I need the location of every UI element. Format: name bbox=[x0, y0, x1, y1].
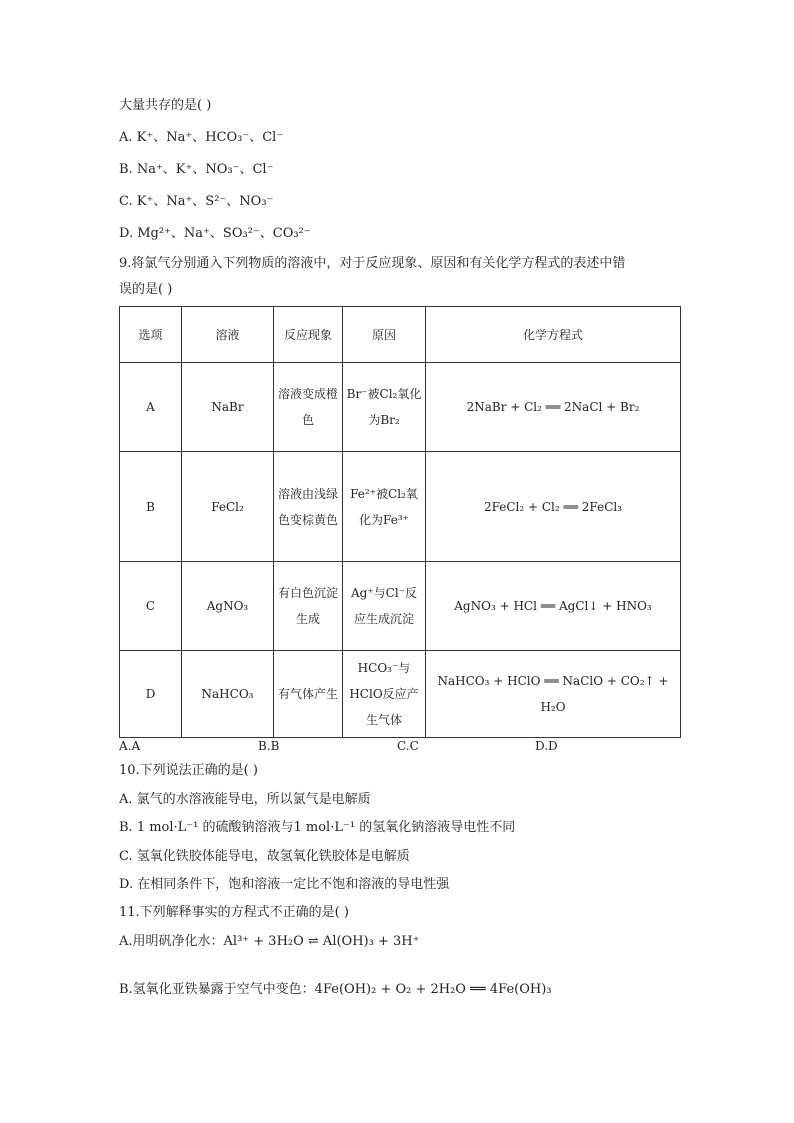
q8-option-d: D. Mg²⁺、Na⁺、SO₃²⁻、CO₃²⁻ bbox=[119, 226, 311, 241]
row-reason: HCO₃⁻与HClO反应产生气体 bbox=[343, 651, 426, 738]
row-equation: 2FeCl₂ + Cl₂ ══ 2FeCl₃ bbox=[426, 452, 681, 562]
q9-stem-line1: 9.将氯气分别通入下列物质的溶液中，对于反应现象、原因和有关化学方程式的表述中错 bbox=[119, 256, 626, 271]
header-phenomenon: 反应现象 bbox=[274, 307, 343, 363]
q9-answer-b: B.B bbox=[258, 739, 280, 753]
row-option: D bbox=[120, 651, 182, 738]
q9-table-header-row bbox=[120, 307, 681, 363]
q8-option-a: A. K⁺、Na⁺、HCO₃⁻、Cl⁻ bbox=[119, 130, 284, 145]
q11-option-b: B.氢氧化亚铁暴露于空气中变色：4Fe(OH)₂ + O₂ + 2H₂O ══ 4Fe(OH)₃ bbox=[119, 982, 552, 997]
row-equation: NaHCO₃ + HClO ══ NaClO + CO₂↑ + H₂O bbox=[426, 651, 681, 738]
q9-answer-choices bbox=[119, 739, 619, 755]
table-row bbox=[120, 452, 681, 562]
row-phenomenon: 溶液由浅绿色变棕黄色 bbox=[274, 452, 343, 562]
row-solution: NaBr bbox=[182, 363, 274, 452]
row-phenomenon: 溶液变成橙色 bbox=[274, 363, 343, 452]
row-phenomenon: 有气体产生 bbox=[274, 651, 343, 738]
row-reason: Br⁻被Cl₂氧化为Br₂ bbox=[343, 363, 426, 452]
row-solution: AgNO₃ bbox=[182, 562, 274, 651]
row-solution: FeCl₂ bbox=[182, 452, 274, 562]
row-equation: 2NaBr + Cl₂ ══ 2NaCl + Br₂ bbox=[426, 363, 681, 452]
q9-answer-a: A.A bbox=[119, 739, 141, 753]
q8-stem: 大量共存的是( ) bbox=[119, 98, 212, 113]
q10-option-a: A. 氯气的水溶液能导电，所以氯气是电解质 bbox=[119, 792, 371, 807]
q10-option-c: C. 氢氧化铁胶体能导电，故氢氧化铁胶体是电解质 bbox=[119, 849, 410, 864]
row-option: A bbox=[120, 363, 182, 452]
header-option: 选项 bbox=[120, 307, 182, 363]
row-option: C bbox=[120, 562, 182, 651]
header-reason: 原因 bbox=[343, 307, 426, 363]
row-reason: Ag⁺与Cl⁻反应生成沉淀 bbox=[343, 562, 426, 651]
row-solution: NaHCO₃ bbox=[182, 651, 274, 738]
q9-answer-d: D.D bbox=[535, 739, 558, 753]
row-phenomenon: 有白色沉淀生成 bbox=[274, 562, 343, 651]
q10-option-b: B. 1 mol·L⁻¹ 的硫酸钠溶液与1 mol·L⁻¹ 的氢氧化钠溶液导电性不同 bbox=[119, 820, 516, 835]
q11-option-a: A.用明矾净化水：Al³⁺ + 3H₂O ⇌ Al(OH)₃ + 3H⁺ bbox=[119, 934, 420, 949]
table-row bbox=[120, 363, 681, 452]
q9-stem-line2: 误的是( ) bbox=[119, 282, 173, 297]
q8-option-b: B. Na⁺、K⁺、NO₃⁻、Cl⁻ bbox=[119, 162, 274, 177]
q9-table bbox=[119, 306, 681, 738]
q8-option-c: C. K⁺、Na⁺、S²⁻、NO₃⁻ bbox=[119, 194, 274, 209]
row-equation: AgNO₃ + HCl ══ AgCl↓ + HNO₃ bbox=[426, 562, 681, 651]
table-row bbox=[120, 651, 681, 738]
q9-answer-c: C.C bbox=[397, 739, 419, 753]
q10-stem: 10.下列说法正确的是( ) bbox=[119, 763, 258, 778]
q11-stem: 11.下列解释事实的方程式不正确的是( ) bbox=[119, 905, 349, 920]
header-solution: 溶液 bbox=[182, 307, 274, 363]
row-reason: Fe²⁺被Cl₂氧化为Fe³⁺ bbox=[343, 452, 426, 562]
header-equation: 化学方程式 bbox=[426, 307, 681, 363]
q10-option-d: D. 在相同条件下，饱和溶液一定比不饱和溶液的导电性强 bbox=[119, 877, 450, 892]
row-option: B bbox=[120, 452, 182, 562]
table-row bbox=[120, 562, 681, 651]
